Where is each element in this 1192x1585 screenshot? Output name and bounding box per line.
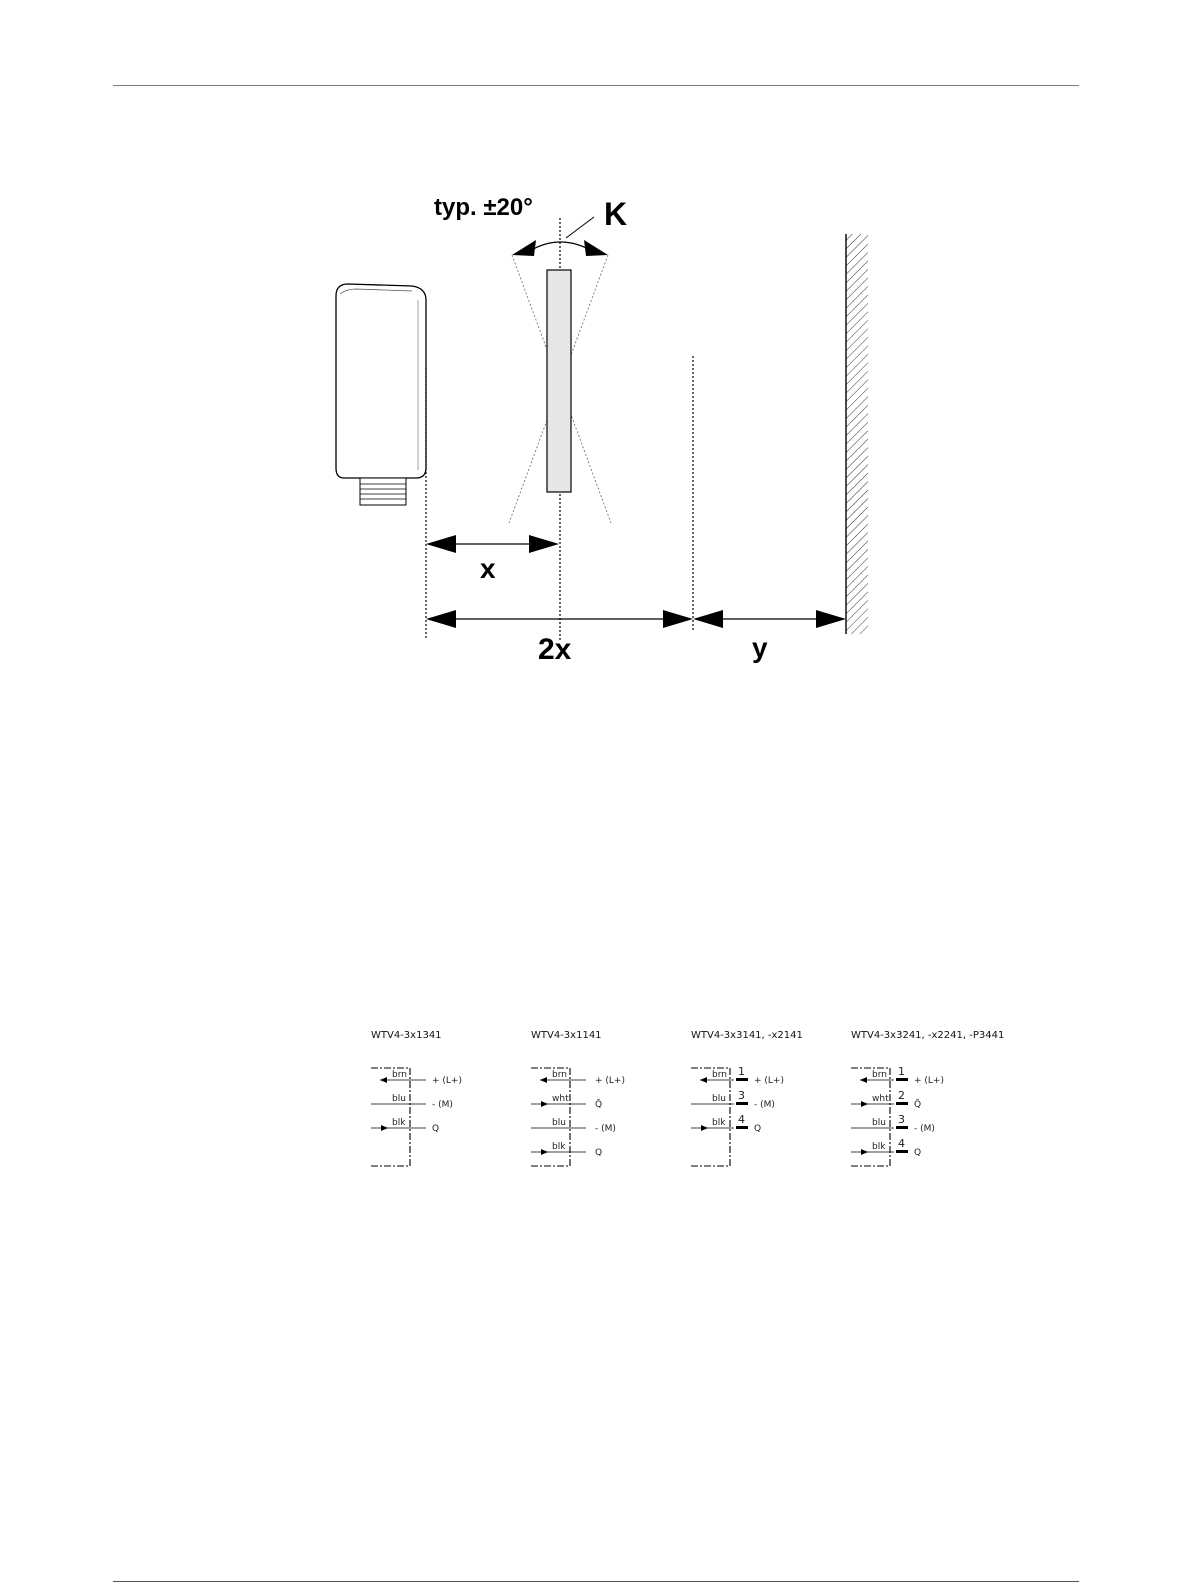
pin-number: 2 bbox=[898, 1089, 905, 1102]
signal-label: Q bbox=[754, 1124, 762, 1134]
wiring-title-4: WTV4-3x3241, -x2241, -P3441 bbox=[851, 1030, 1005, 1041]
wiring-title-1: WTV4-3x1341 bbox=[371, 1030, 442, 1041]
wire-label: blu bbox=[872, 1118, 886, 1128]
dimension-2x-label: 2x bbox=[538, 633, 572, 666]
signal-label: + (L+) bbox=[914, 1076, 944, 1086]
signal-label: + (L+) bbox=[595, 1076, 625, 1086]
wire-label: brn bbox=[552, 1070, 567, 1080]
signal-label: - (M) bbox=[754, 1100, 775, 1110]
wire-label: wht bbox=[872, 1094, 889, 1104]
wire-label: blu bbox=[552, 1118, 566, 1128]
wire-label: brn bbox=[392, 1070, 407, 1080]
wire-label: wht bbox=[552, 1094, 569, 1104]
signal-label: + (L+) bbox=[754, 1076, 784, 1086]
wiring-diagram-3 bbox=[691, 1065, 784, 1166]
wire-label: blk bbox=[712, 1118, 726, 1128]
footer-rule bbox=[113, 1581, 1079, 1582]
tolerance-label: typ. ±20° bbox=[434, 194, 533, 221]
wire-label: blk bbox=[872, 1142, 886, 1152]
dimension-x-label: x bbox=[480, 553, 496, 584]
wire-label: blk bbox=[392, 1118, 406, 1128]
signal-label: Q bbox=[432, 1124, 440, 1134]
signal-label: - (M) bbox=[914, 1124, 935, 1134]
pin-number: 3 bbox=[738, 1089, 745, 1102]
wiring-title-3: WTV4-3x3141, -x2141 bbox=[691, 1030, 803, 1041]
reference-label-k: K bbox=[604, 196, 628, 232]
wire-label: brn bbox=[712, 1070, 727, 1080]
wiring-diagram-2 bbox=[531, 1068, 625, 1166]
signal-label: + (L+) bbox=[432, 1076, 462, 1086]
dimension-y-label: y bbox=[752, 632, 768, 663]
signal-label: Q bbox=[595, 1148, 603, 1158]
pin-number: 3 bbox=[898, 1113, 905, 1126]
wire-label: brn bbox=[872, 1070, 887, 1080]
wiring-diagram-1 bbox=[371, 1068, 462, 1166]
wiring-diagram-4 bbox=[851, 1065, 944, 1166]
pin-number: 4 bbox=[738, 1113, 745, 1126]
wire-label: blu bbox=[712, 1094, 726, 1104]
signal-label: - (M) bbox=[595, 1124, 616, 1134]
pin-number: 1 bbox=[898, 1065, 905, 1078]
wiring-title-2: WTV4-3x1141 bbox=[531, 1030, 602, 1041]
pin-number: 4 bbox=[898, 1137, 905, 1150]
signal-label: Q̄ bbox=[914, 1100, 922, 1110]
signal-label: Q bbox=[914, 1148, 922, 1158]
wire-label: blu bbox=[392, 1094, 406, 1104]
signal-label: Q̄ bbox=[595, 1100, 603, 1110]
signal-label: - (M) bbox=[432, 1100, 453, 1110]
wire-label: blk bbox=[552, 1142, 566, 1152]
pin-number: 1 bbox=[738, 1065, 745, 1078]
